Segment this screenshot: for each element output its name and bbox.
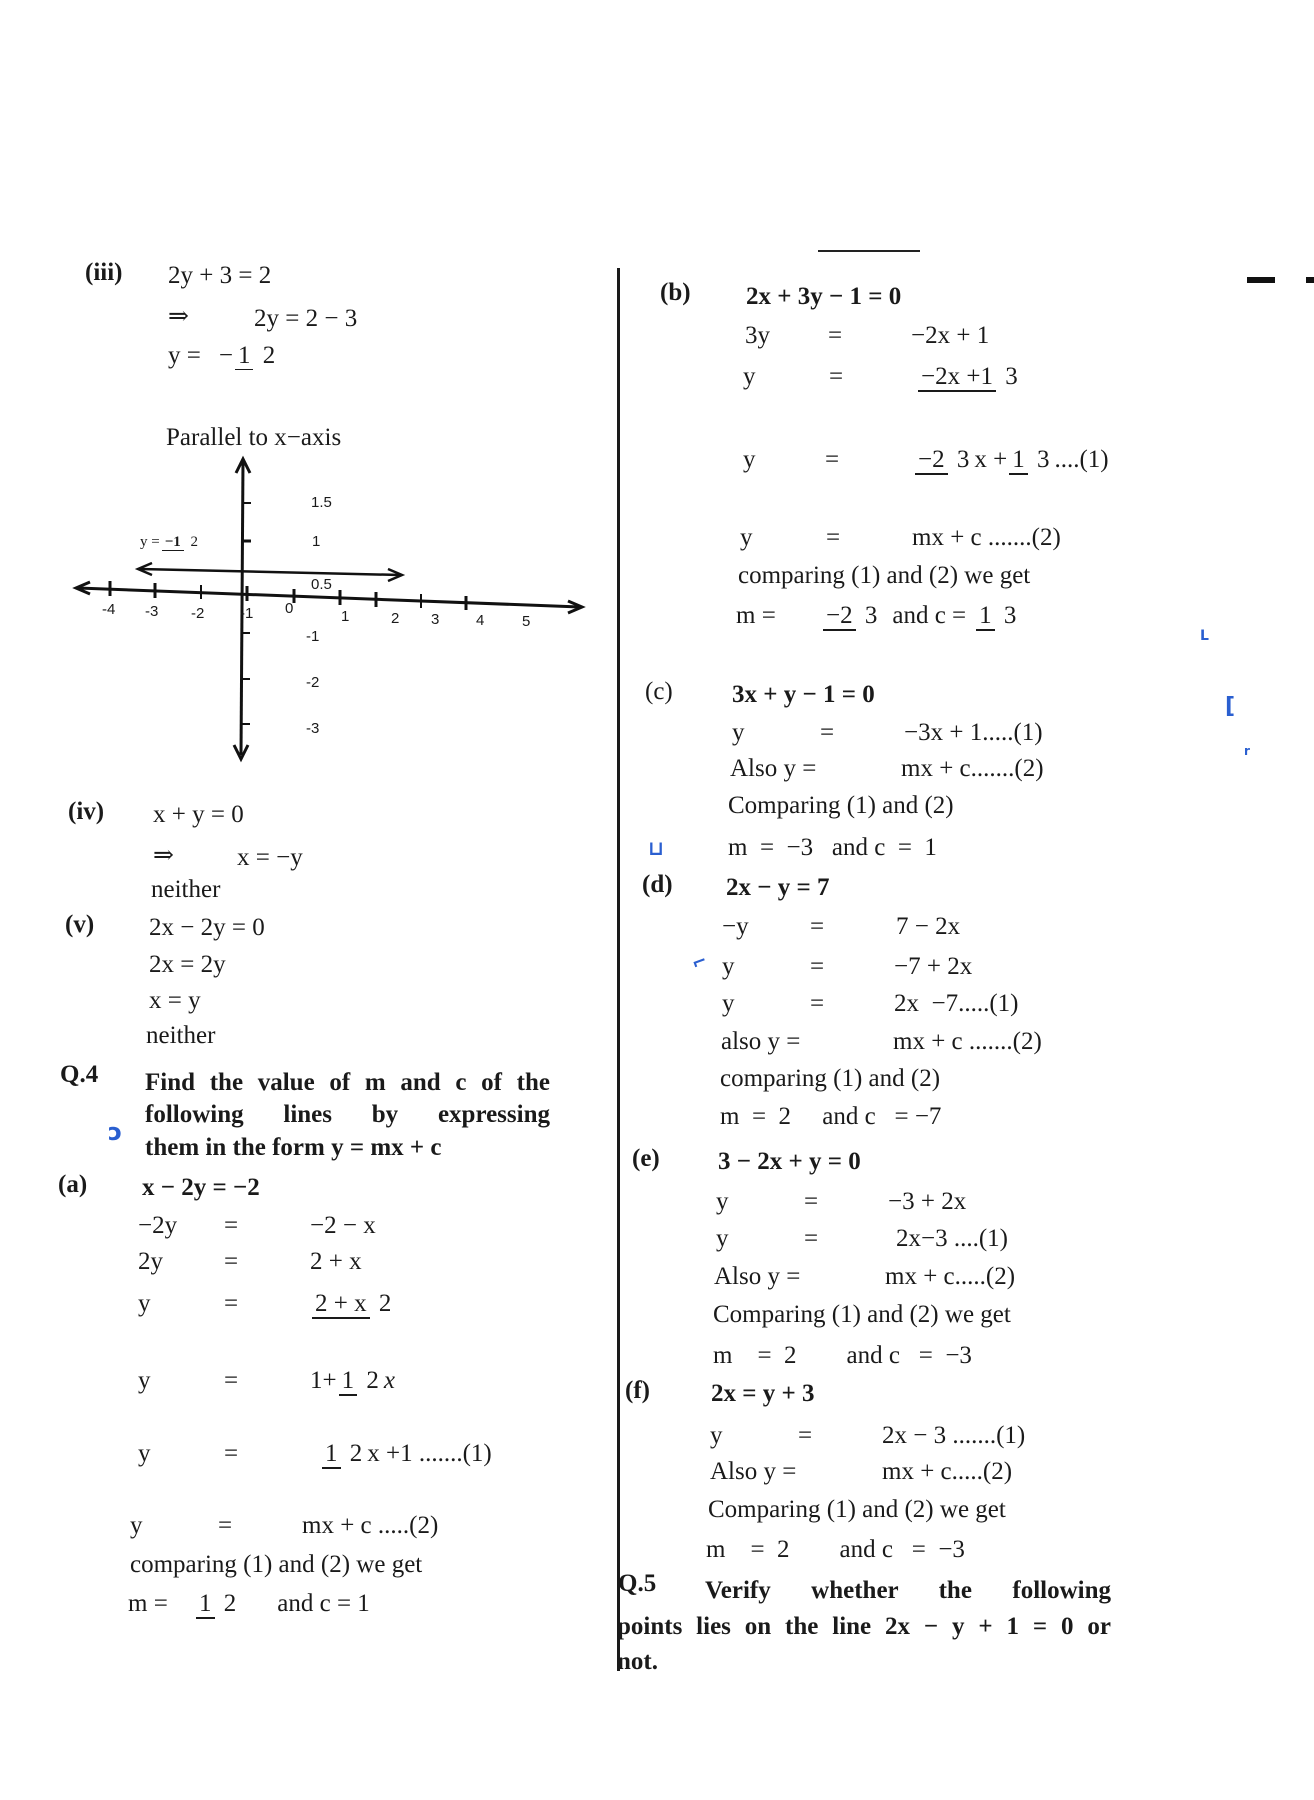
question-text-line: Find the value of m and c of the <box>145 1069 550 1096</box>
equation-fraction-row <box>168 342 280 370</box>
equation: x + y = 0 <box>153 801 244 828</box>
equation: 2x = y + 3 <box>711 1380 815 1407</box>
equation-row: Also y = mx + c.....(2) <box>710 1458 1013 1485</box>
column-divider <box>617 268 620 1671</box>
y-tick-label: 1 <box>312 533 321 550</box>
result-text: m = −3 and c = 1 <box>728 834 937 861</box>
equation: 2x − y = 7 <box>726 874 830 901</box>
x-tick-label: -1 <box>240 605 254 622</box>
equation-row: y = 2x −7.....(1) <box>722 990 1019 1017</box>
equation: x = −y <box>237 844 303 871</box>
equation-row: y = 1+ 1 2 x <box>138 1367 395 1394</box>
margin-mark <box>1306 277 1314 283</box>
result-row: m = −2 3 and c = 1 3 <box>736 602 1017 629</box>
result-text: m = 2 and c = −3 <box>706 1536 965 1563</box>
equation-row: y = −7 + 2x <box>722 953 973 980</box>
equation: x − 2y = −2 <box>142 1174 260 1201</box>
equation-row: y = mx + c .......(2) <box>740 524 1061 551</box>
y-tick-label: -3 <box>306 720 320 737</box>
part-label: (f) <box>625 1377 650 1404</box>
equation-row: y = 2 + x 2 <box>138 1290 392 1317</box>
part-label: (c) <box>645 678 673 705</box>
part-label: (iii) <box>85 259 123 286</box>
x-tick-label: -2 <box>191 605 205 622</box>
x-tick-label: 2 <box>391 610 400 627</box>
x-tick-label: 4 <box>476 612 485 629</box>
x-tick-label: 5 <box>522 613 531 630</box>
equation-row: y = 2x−3 ....(1) <box>716 1225 1008 1252</box>
line-label: y = −1 2 <box>140 534 199 550</box>
equation-row: y = mx + c .....(2) <box>130 1512 439 1539</box>
question-number: Q.5 <box>618 1570 657 1597</box>
equation: x = y <box>149 987 201 1014</box>
equation: 3x + y − 1 = 0 <box>732 681 875 708</box>
part-label: (d) <box>642 871 673 898</box>
result-text: m = 2 and c = −3 <box>713 1342 972 1369</box>
equation-row: y = −3x + 1.....(1) <box>732 719 1043 746</box>
question-text-line: Verify whether the following <box>705 1577 1111 1604</box>
equation-row: also y = mx + c .......(2) <box>721 1028 1042 1055</box>
lhs: y = <box>168 342 201 369</box>
y-tick-label: 0.5 <box>311 576 332 593</box>
equation-row: y = −2 3 x + 1 3 ....(1) <box>743 446 1109 473</box>
ink-mark-icon: L <box>1200 628 1209 644</box>
x-tick-label: 1 <box>341 608 350 625</box>
equation-row: −y = 7 − 2x <box>722 913 961 940</box>
equation: 2y + 3 = 2 <box>168 262 272 289</box>
implies-arrow: ⇒ <box>168 303 189 330</box>
equation-row: −2y = −2 − x <box>138 1212 376 1239</box>
equation-row: y = 1 2 x +1 .......(1) <box>138 1440 492 1467</box>
part-label: (iv) <box>68 798 105 825</box>
ink-mark-icon: ⊔ <box>648 836 664 860</box>
comparison-text: Comparing (1) and (2) <box>728 792 954 819</box>
equation: 2x + 3y − 1 = 0 <box>746 283 902 310</box>
question-number: Q.4 <box>60 1061 99 1088</box>
conclusion-text: neither <box>151 876 221 903</box>
question-text-line: following lines by expressing <box>145 1101 550 1128</box>
y-tick-label: -1 <box>306 628 320 645</box>
part-label: (e) <box>632 1145 660 1172</box>
conclusion-text: Parallel to x−axis <box>166 424 342 451</box>
part-label: (v) <box>65 911 95 938</box>
comparison-text: Comparing (1) and (2) we get <box>713 1301 1011 1328</box>
x-tick-label: -4 <box>102 601 116 618</box>
equation: 2x = 2y <box>149 951 226 978</box>
equation-row: y = −2x +1 3 <box>743 363 1018 390</box>
margin-mark <box>1247 277 1275 283</box>
y-tick-label: 1.5 <box>311 494 332 511</box>
question-text-line: not. <box>617 1648 658 1675</box>
x-tick-label: 0 <box>285 600 294 617</box>
ink-mark-icon: [ <box>1225 694 1236 719</box>
minus-sign: − <box>218 342 233 369</box>
equation-row: y = 2x − 3 .......(1) <box>710 1422 1026 1449</box>
result-row: m = 1 2 and c = 1 <box>128 1590 370 1617</box>
equation-row: 3y = −2x + 1 <box>745 322 990 349</box>
equation-row: y = −3 + 2x <box>716 1188 967 1215</box>
fraction: 1 2 <box>235 343 278 369</box>
part-label: (a) <box>58 1171 88 1198</box>
implies-arrow: ⇒ <box>153 842 174 869</box>
top-rule <box>818 250 920 252</box>
comparison-text: comparing (1) and (2) we get <box>130 1551 423 1578</box>
ink-mark-icon: ⌐ <box>688 950 711 975</box>
result-text: m = 2 and c = −7 <box>720 1103 942 1130</box>
conclusion-text: neither <box>146 1022 216 1049</box>
equation-row: Also y = mx + c.....(2) <box>714 1263 1016 1290</box>
comparison-text: Comparing (1) and (2) we get <box>708 1496 1006 1523</box>
equation: 2y = 2 − 3 <box>254 305 358 332</box>
ink-mark-icon: r <box>1244 744 1250 758</box>
equation: 3 − 2x + y = 0 <box>718 1148 861 1175</box>
x-tick-label: -3 <box>145 603 159 620</box>
part-label: (b) <box>660 279 691 306</box>
ink-mark-icon: ɔ <box>108 1118 123 1146</box>
y-tick-label: -2 <box>306 674 320 691</box>
equation: 2x − 2y = 0 <box>149 914 265 941</box>
x-tick-label: 3 <box>431 611 440 628</box>
equation-row: Also y = mx + c.......(2) <box>730 755 1044 782</box>
question-text-line: points lies on the line 2x − y + 1 = 0 or <box>617 1613 1111 1640</box>
question-text-line: them in the form y = mx + c <box>145 1134 442 1161</box>
comparison-text: comparing (1) and (2) <box>720 1065 941 1092</box>
equation-row: 2y = 2 + x <box>138 1248 362 1275</box>
comparison-text: comparing (1) and (2) we get <box>738 562 1031 589</box>
